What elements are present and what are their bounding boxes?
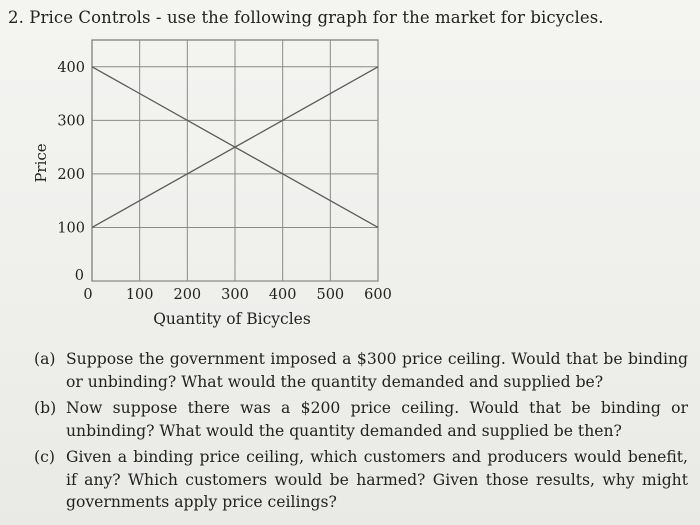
question-title: 2. Price Controls - use the following graph for the market for bicycles. [8, 8, 604, 27]
x-tick-label: 100 [125, 287, 154, 303]
x-tick-label: 600 [364, 287, 392, 303]
part-label: (a) [34, 350, 56, 368]
x-axis-label: Quantity of Bicycles [153, 310, 311, 328]
part-text: Now suppose there was a $200 price ceiling. Would that be binding or unbinding? What would the quantity demanded and supplied be then? [66, 399, 688, 440]
y-tick-label: 400 [57, 59, 85, 76]
part-a [34, 348, 688, 393]
y-tick-label: 0 [74, 268, 84, 284]
x-tick-label: 400 [268, 287, 297, 303]
part-c [34, 446, 688, 514]
grid [92, 40, 378, 281]
x-tick-label: 300 [221, 287, 249, 303]
x-tick-label: 0 [83, 287, 93, 303]
part-b [34, 397, 688, 442]
part-label: (b) [34, 399, 57, 417]
part-label: (c) [34, 448, 55, 466]
y-tick-label: 100 [57, 220, 85, 237]
x-tick-label: 500 [316, 287, 345, 303]
y-tick-label: 300 [57, 113, 85, 130]
y-axis-label: Price [32, 143, 50, 183]
tick-labels [57, 60, 392, 303]
x-tick-label: 200 [173, 287, 202, 303]
question-parts [34, 348, 688, 518]
y-tick-label: 200 [57, 166, 85, 183]
part-text: Suppose the government imposed a $300 price ceiling. Would that be binding or unbinding? What would the quantity demanded and supplied be? [66, 350, 688, 391]
part-text: Given a binding price ceiling, which customers and producers would benefit, if any? Which customers would be harmed? Given those results, why might governments apply price ceilings? [66, 448, 688, 511]
